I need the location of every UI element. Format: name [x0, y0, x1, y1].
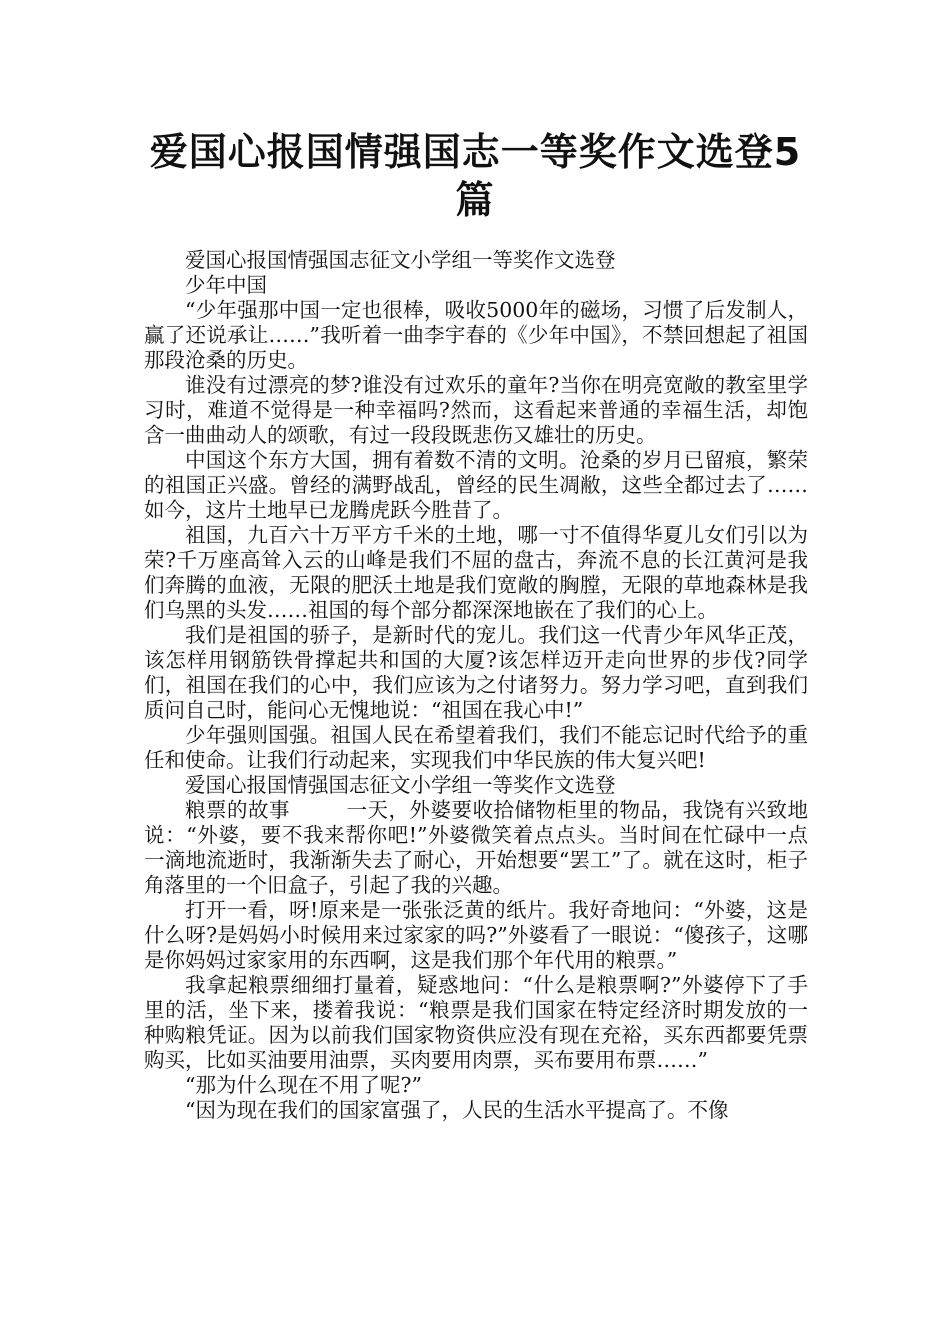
paragraph: 中国这个东方大国，拥有着数不清的文明。沧桑的岁月已留痕，繁荣的祖国正兴盛。曾经的满野战乱，曾经的民生凋敝，这些全都过去了……如今，这片土地早已龙腾虎跃今胜昔了。	[144, 448, 808, 522]
paragraph: 祖国，九百六十万平方千米的土地，哪一寸不值得华夏儿女们引以为荣?千万座高耸入云的山峰是我们不屈的盘古，奔流不息的长江黄河是我们奔腾的血液，无限的肥沃土地是我们宽敞的胸膛，无限的草地森林是我们乌黑的头发……祖国的每个部分都深深地嵌在了我们的心上。	[144, 523, 808, 622]
paragraph: 我们是祖国的骄子，是新时代的宠儿。我们这一代青少年风华正茂，该怎样用钢筋铁骨撑起共和国的大厦?该怎样迈开走向世界的步伐?同学们，祖国在我们的心中，我们应该为之付诸努力。努力学习吧，直到我们质问自己时，能问心无愧地说：“祖国在我心中!”	[144, 623, 808, 722]
paragraph-text: 一天，外婆要收拾储物柜里的物品，我饶有兴致地说：“外婆，要不我来帮你吧!”外婆微笑着点点头。当时间在忙碌中一点一滴地流逝时，我渐渐失去了耐心，开始想要“罢工”了。就在这时，柜子角落里的一个旧盒子，引起了我的兴趣。	[144, 798, 808, 897]
paragraph-with-essay-title	[144, 798, 808, 898]
essay-title-2: 粮票的故事	[185, 798, 290, 822]
document-title: 爱国心报国情强国志一等奖作文选登5篇	[149, 130, 802, 222]
paragraph: 谁没有过漂亮的梦?谁没有过欢乐的童年?当你在明亮宽敞的教室里学习时，难道不觉得是一种幸福吗?然而，这看起来普通的幸福生活，却饱含一曲曲动人的颂歌，有过一段段既悲伤又雄壮的历史。	[144, 373, 808, 447]
essay-title-1: 少年中国	[185, 273, 267, 297]
paragraph: “那为什么现在不用了呢?”	[185, 1073, 422, 1097]
paragraph: “因为现在我们的国家富强了，人民的生活水平提高了。不像	[185, 1098, 729, 1122]
paragraph: “少年强那中国一定也很棒，吸收5000年的磁场，习惯了后发制人，赢了还说承让……”我听着一曲李宇春的《少年中国》，不禁回想起了祖国那段沧桑的历史。	[144, 298, 808, 372]
section-heading-1: 爱国心报国情强国志征文小学组一等奖作文选登	[185, 248, 616, 272]
paragraph: 打开一看，呀!原来是一张张泛黄的纸片。我好奇地问：“外婆，这是什么呀?是妈妈小时候用来过家家的吗?”外婆看了一眼说：“傻孩子，这哪是你妈妈过家家用的东西啊，这是我们那个年代用的粮票。”	[144, 898, 808, 972]
document-body	[144, 248, 808, 1123]
paragraph: 少年强则国强。祖国人民在希望着我们，我们不能忘记时代给予的重任和使命。让我们行动起来，实现我们中华民族的伟大复兴吧!	[144, 723, 808, 772]
paragraph: 我拿起粮票细细打量着，疑惑地问：“什么是粮票啊?”外婆停下了手里的活，坐下来，搂着我说：“粮票是我们国家在特定经济时期发放的一种购粮凭证。因为以前我们国家物资供应没有现在充裕，买东西都要凭票购买，比如买油要用油票，买肉要用肉票，买布要用布票……”	[144, 973, 808, 1072]
section-heading-2: 爱国心报国情强国志征文小学组一等奖作文选登	[185, 773, 616, 797]
